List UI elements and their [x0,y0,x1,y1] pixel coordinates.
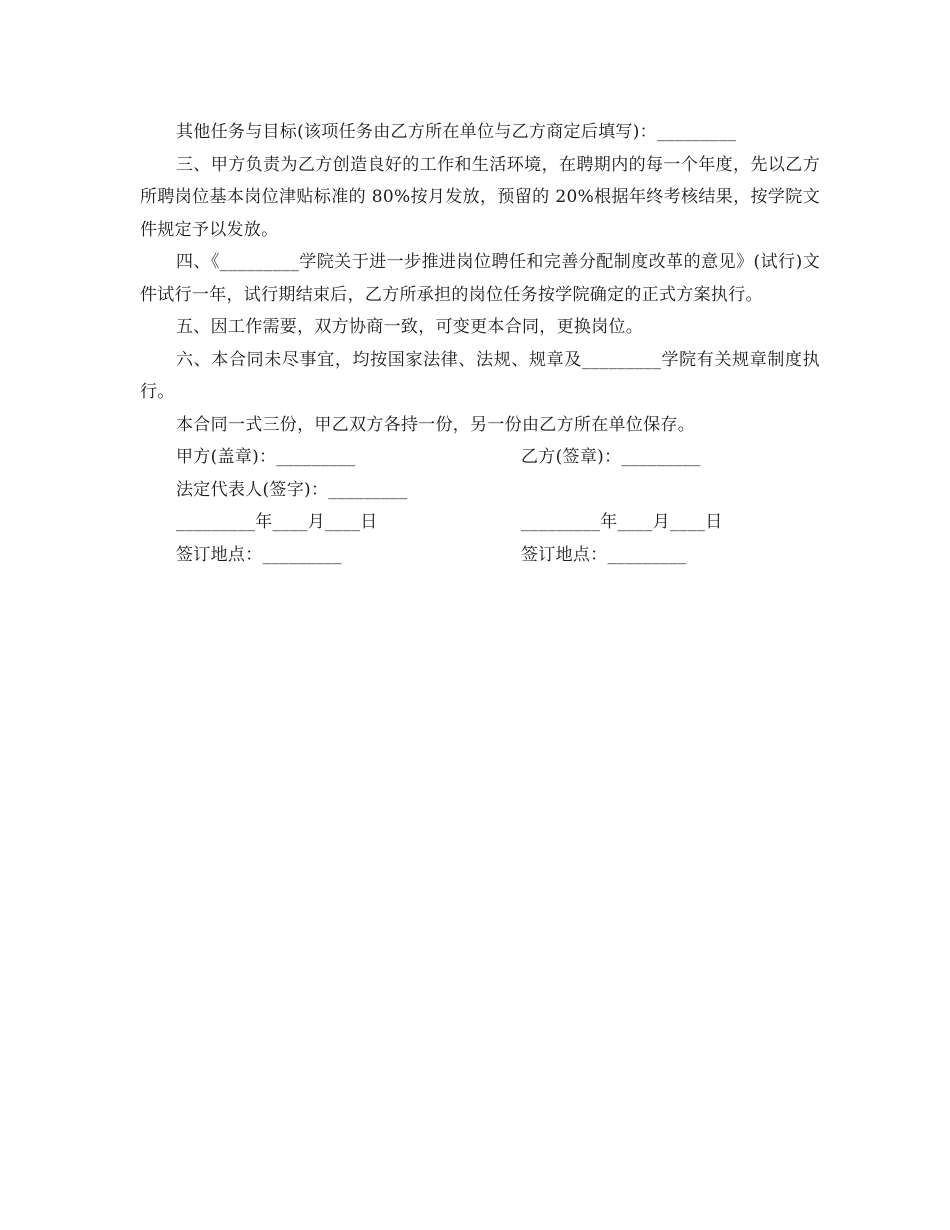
paragraph-clause-3: 三、甲方负责为乙方创造良好的工作和生活环境，在聘期内的每一个年度，先以乙方所聘岗位基本岗位津贴标准的 80%按月发放，预留的 20%根据年终考核结果，按学院文件规定予以发放。 [140,154,820,240]
date-line-party-b: _________年____月____日 [521,512,723,532]
signature-row-places [140,539,820,572]
signature-row-parties [140,441,820,474]
paragraph-clause-4: 四、《_________学院关于进一步推进岗位聘任和完善分配制度改革的意见》(试行)文件试行一年，试行期结束后，乙方所承担的岗位任务按学院确定的正式方案执行。 [140,252,820,305]
signature-row-legal-rep [140,474,820,507]
document-page [140,116,820,571]
signature-row-dates [140,506,820,539]
party-b-sign-line: 乙方(签章)：_________ [521,447,701,467]
date-line-party-a: _________年____月____日 [176,512,378,532]
party-a-seal-line: 甲方(盖章)：_________ [176,447,356,467]
place-line-party-b: 签订地点：_________ [521,544,687,565]
paragraph-copies: 本合同一式三份，甲乙双方各持一份，另一份由乙方所在单位保存。 [176,414,695,435]
paragraph-clause-6: 六、本合同未尽事宜，均按国家法律、法规、规章及_________学院有关规章制度执行。 [140,349,820,402]
legal-rep-sign-line: 法定代表人(签字)：_________ [176,479,408,500]
place-line-party-a: 签订地点：_________ [176,544,342,565]
paragraph-other-tasks: 其他任务与目标(该项任务由乙方所在单位与乙方商定后填写)：_________ [176,122,737,142]
paragraph-clause-5: 五、因工作需要，双方协商一致，可变更本合同，更换岗位。 [176,317,644,337]
